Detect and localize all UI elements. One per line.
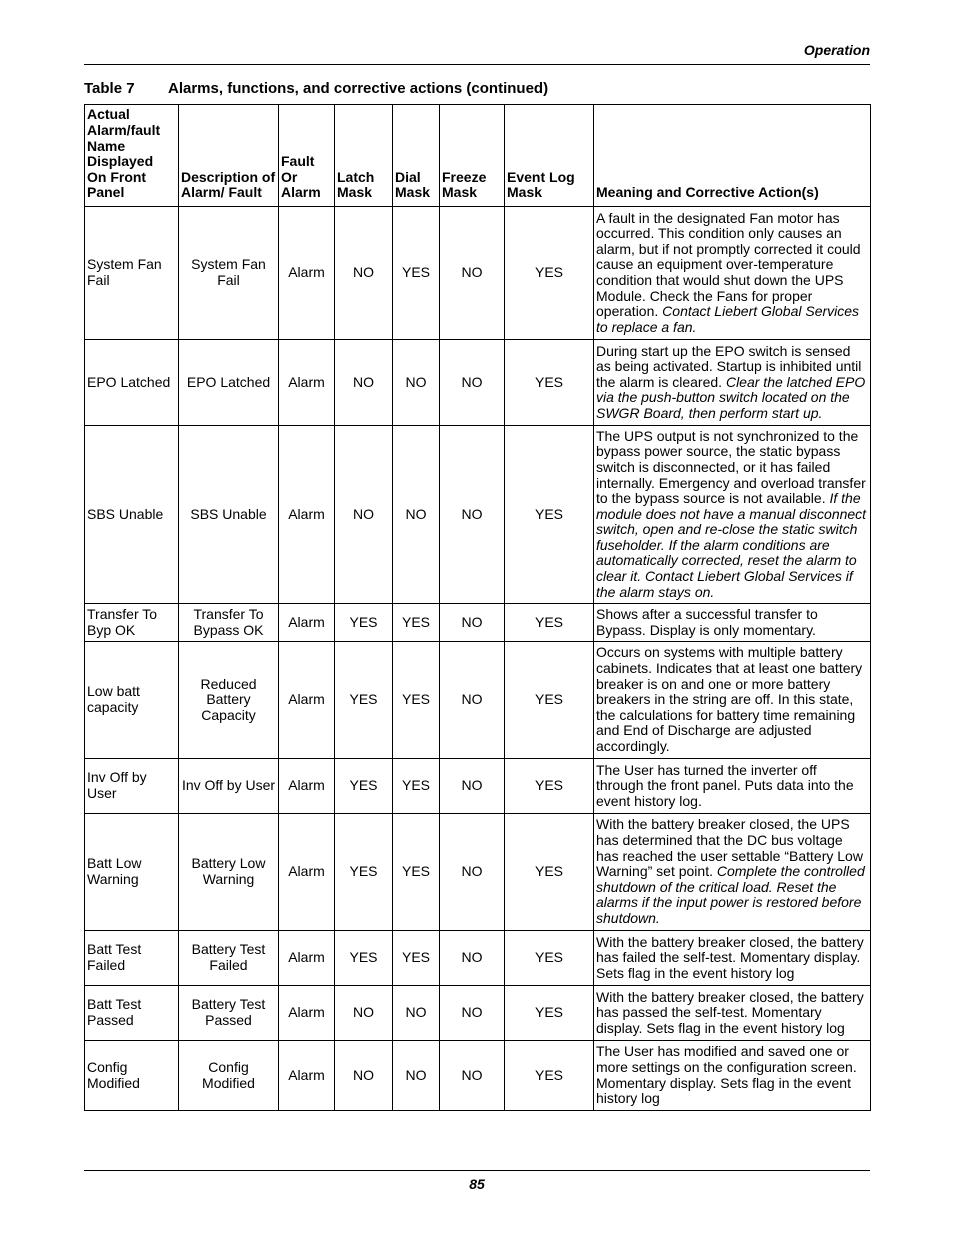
cell-meaning xyxy=(594,207,871,340)
corrective-action-text: Contact Liebert Global Services to replace a fan. xyxy=(596,303,860,335)
cell-dial-mask: YES xyxy=(393,814,440,931)
cell-latch-mask: YES xyxy=(335,642,393,759)
meaning-text: The User has modified and saved one or more settings on the configuration screen. Momentary display. Sets flag in the event history log xyxy=(596,1043,857,1107)
cell-freeze-mask: NO xyxy=(440,931,505,986)
cell-event-log-mask: YES xyxy=(505,986,594,1041)
cell-freeze-mask: NO xyxy=(440,1041,505,1111)
cell-description: Config Modified xyxy=(179,1041,279,1111)
cell-fault-or-alarm: Alarm xyxy=(279,340,335,426)
cell-freeze-mask: NO xyxy=(440,986,505,1041)
cell-description: SBS Unable xyxy=(179,426,279,604)
cell-alarm-name: Transfer To Byp OK xyxy=(85,604,179,642)
cell-description: Transfer To Bypass OK xyxy=(179,604,279,642)
cell-alarm-name: SBS Unable xyxy=(85,426,179,604)
cell-alarm-name: System Fan Fail xyxy=(85,207,179,340)
cell-latch-mask: NO xyxy=(335,986,393,1041)
table-row xyxy=(85,604,871,642)
meaning-text: During start up the EPO switch is sensed as being activated. Startup is inhibited until the alarm is cleared. xyxy=(596,342,862,390)
cell-fault-or-alarm: Alarm xyxy=(279,1041,335,1111)
cell-alarm-name: Batt Test Passed xyxy=(85,986,179,1041)
table-row xyxy=(85,1041,871,1111)
cell-meaning xyxy=(594,931,871,986)
cell-fault-or-alarm: Alarm xyxy=(279,986,335,1041)
cell-description: Reduced Battery Capacity xyxy=(179,642,279,759)
alarms-table xyxy=(84,104,871,1111)
table-row xyxy=(85,759,871,814)
col-header-event-log-mask: Event Log Mask xyxy=(505,105,594,207)
cell-description: System Fan Fail xyxy=(179,207,279,340)
cell-description: Battery Test Failed xyxy=(179,931,279,986)
col-header-latch-mask: Latch Mask xyxy=(335,105,393,207)
table-number: Table 7 xyxy=(84,80,135,97)
cell-event-log-mask: YES xyxy=(505,340,594,426)
cell-dial-mask: YES xyxy=(393,207,440,340)
col-header-dial-mask: Dial Mask xyxy=(393,105,440,207)
col-header-freeze-mask: Freeze Mask xyxy=(440,105,505,207)
cell-meaning xyxy=(594,604,871,642)
cell-alarm-name: Low batt capacity xyxy=(85,642,179,759)
cell-description: Battery Low Warning xyxy=(179,814,279,931)
meaning-text: The UPS output is not synchronized to the bypass power source, the static bypass switch is disconnected, or it has failed internally. Emergency and overload transfer to the bypass source is not available. xyxy=(596,427,866,507)
meaning-text: Shows after a successful transfer to Bypass. Display is only momentary. xyxy=(596,605,818,638)
cell-freeze-mask: NO xyxy=(440,604,505,642)
cell-freeze-mask: NO xyxy=(440,340,505,426)
cell-event-log-mask: YES xyxy=(505,207,594,340)
cell-meaning xyxy=(594,1041,871,1111)
cell-description: Inv Off by User xyxy=(179,759,279,814)
corrective-action-text: If the module does not have a manual disconnect switch, open and re-close the static switch fuseholder. If the alarm conditions are automatically corrected, reset the alarm to clear it. Contact Liebert Global Services if the alarm stays on. xyxy=(596,490,867,600)
cell-meaning xyxy=(594,426,871,604)
table-row xyxy=(85,426,871,604)
cell-dial-mask: NO xyxy=(393,340,440,426)
cell-fault-or-alarm: Alarm xyxy=(279,604,335,642)
cell-description: EPO Latched xyxy=(179,340,279,426)
col-header-description: Description of Alarm/ Fault xyxy=(179,105,279,207)
cell-event-log-mask: YES xyxy=(505,931,594,986)
meaning-text: A fault in the designated Fan motor has occurred. This condition only causes an alarm, but if not promptly corrected it could cause an equipment over-temperature condition that would shut down the UPS Module. Check the Fans for proper operation. xyxy=(596,209,861,320)
cell-meaning xyxy=(594,642,871,759)
cell-latch-mask: YES xyxy=(335,814,393,931)
cell-alarm-name: Config Modified xyxy=(85,1041,179,1111)
cell-latch-mask: NO xyxy=(335,426,393,604)
table-row xyxy=(85,207,871,340)
cell-latch-mask: NO xyxy=(335,1041,393,1111)
meaning-text: With the battery breaker closed, the UPS has determined that the DC bus voltage has reached the user settable “Battery Low Warning” set point. xyxy=(596,816,863,880)
cell-fault-or-alarm: Alarm xyxy=(279,814,335,931)
cell-dial-mask: YES xyxy=(393,642,440,759)
table-title: Alarms, functions, and corrective actions (continued) xyxy=(168,80,549,97)
cell-fault-or-alarm: Alarm xyxy=(279,426,335,604)
cell-freeze-mask: NO xyxy=(440,207,505,340)
col-header-name: Actual Alarm/fault Name Displayed On Front Panel xyxy=(85,105,179,207)
cell-dial-mask: YES xyxy=(393,604,440,642)
col-header-fault-or-alarm: Fault Or Alarm xyxy=(279,105,335,207)
cell-latch-mask: YES xyxy=(335,759,393,814)
cell-dial-mask: YES xyxy=(393,931,440,986)
cell-event-log-mask: YES xyxy=(505,814,594,931)
cell-latch-mask: NO xyxy=(335,207,393,340)
cell-event-log-mask: YES xyxy=(505,1041,594,1111)
cell-meaning xyxy=(594,340,871,426)
cell-meaning xyxy=(594,759,871,814)
cell-freeze-mask: NO xyxy=(440,814,505,931)
cell-meaning xyxy=(594,814,871,931)
footer-rule xyxy=(84,1170,870,1171)
cell-dial-mask: NO xyxy=(393,986,440,1041)
col-header-meaning: Meaning and Corrective Action(s) xyxy=(594,105,871,207)
header-rule xyxy=(84,64,870,65)
cell-alarm-name: Inv Off by User xyxy=(85,759,179,814)
cell-fault-or-alarm: Alarm xyxy=(279,642,335,759)
meaning-text: With the battery breaker closed, the battery has failed the self-test. Momentary display. Sets flag in the event history log xyxy=(596,933,864,981)
page-number: 85 xyxy=(469,1176,485,1192)
cell-latch-mask: YES xyxy=(335,604,393,642)
cell-dial-mask: NO xyxy=(393,1041,440,1111)
cell-description: Battery Test Passed xyxy=(179,986,279,1041)
meaning-text: With the battery breaker closed, the battery has passed the self-test. Momentary display. Sets flag in the event history log xyxy=(596,988,864,1036)
cell-meaning xyxy=(594,986,871,1041)
cell-fault-or-alarm: Alarm xyxy=(279,759,335,814)
cell-dial-mask: YES xyxy=(393,759,440,814)
corrective-action-text: Clear the latched EPO via the push-button switch located on the SWGR Board, then perform start up. xyxy=(596,373,866,421)
cell-alarm-name: EPO Latched xyxy=(85,340,179,426)
meaning-text: The User has turned the inverter off through the front panel. Puts data into the event history log. xyxy=(596,761,854,809)
cell-fault-or-alarm: Alarm xyxy=(279,207,335,340)
cell-alarm-name: Batt Low Warning xyxy=(85,814,179,931)
cell-latch-mask: YES xyxy=(335,931,393,986)
table-row xyxy=(85,986,871,1041)
table-header-row xyxy=(85,105,871,207)
cell-freeze-mask: NO xyxy=(440,642,505,759)
cell-freeze-mask: NO xyxy=(440,426,505,604)
table-caption xyxy=(84,80,548,97)
cell-event-log-mask: YES xyxy=(505,642,594,759)
cell-freeze-mask: NO xyxy=(440,759,505,814)
table-row xyxy=(85,931,871,986)
cell-fault-or-alarm: Alarm xyxy=(279,931,335,986)
section-header: Operation xyxy=(803,42,870,58)
table-row xyxy=(85,642,871,759)
table-row xyxy=(85,814,871,931)
cell-event-log-mask: YES xyxy=(505,759,594,814)
table-row xyxy=(85,340,871,426)
meaning-text: Occurs on systems with multiple battery cabinets. Indicates that at least one battery breaker is on and one or more battery breakers in the string are off. In this state, the calculations for battery time remaining and End of Discharge are adjusted accordingly. xyxy=(596,644,863,754)
cell-latch-mask: NO xyxy=(335,340,393,426)
cell-event-log-mask: YES xyxy=(505,604,594,642)
cell-dial-mask: NO xyxy=(393,426,440,604)
cell-event-log-mask: YES xyxy=(505,426,594,604)
cell-alarm-name: Batt Test Failed xyxy=(85,931,179,986)
corrective-action-text: Complete the controlled shutdown of the critical load. Reset the alarms if the input power is restored before shutdown. xyxy=(596,863,865,926)
